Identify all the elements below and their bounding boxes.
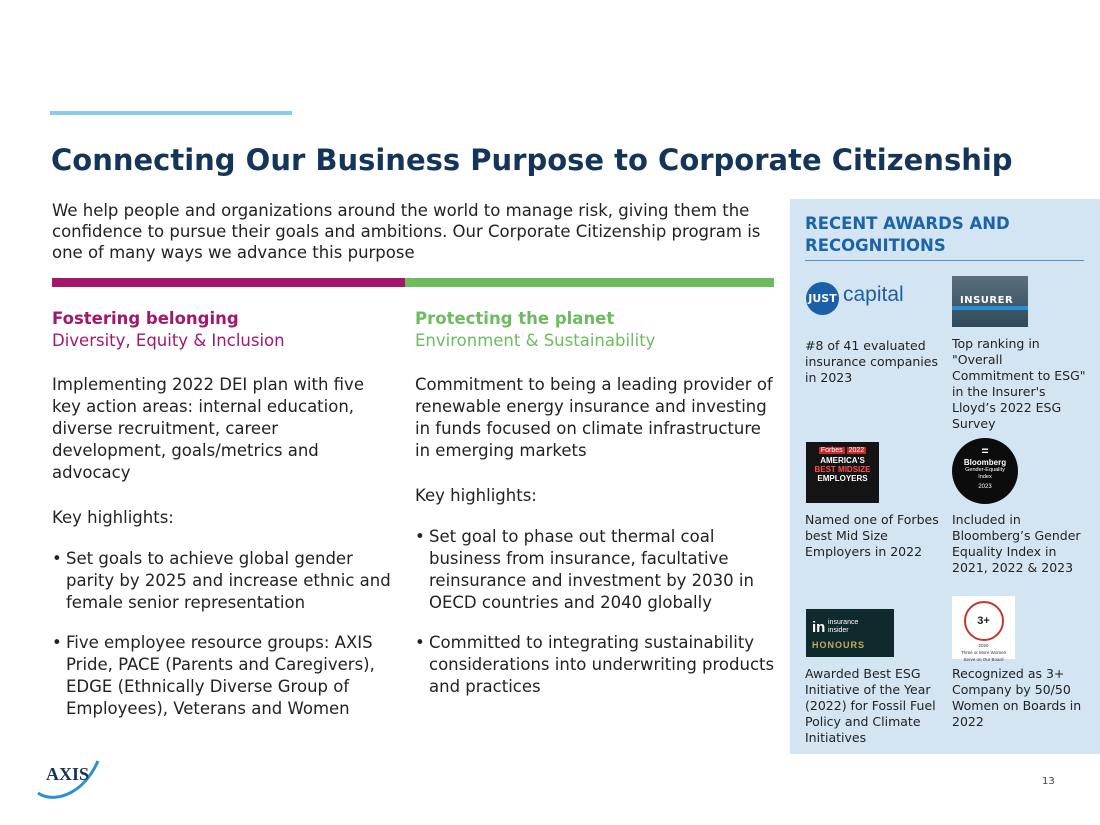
awards-title: RECENT AWARDS AND RECOGNITIONS [805, 214, 1010, 255]
fifty-fifty-caption-1: Three or More Women [960, 650, 1007, 655]
forbes-logo-line [806, 447, 879, 454]
environment-body: Commitment to being a leading provider of renewable energy insurance and investing in funds focused on climate infrastructure in emerging markets [415, 375, 773, 460]
awards-panel [790, 199, 1100, 754]
insurer-logo-strip [952, 306, 1028, 310]
environment-key-highlights-label: Key highlights: [415, 486, 537, 505]
axis-logo [32, 753, 104, 799]
bloomberg-year: 2023 [978, 484, 992, 490]
just-capital-circle: JUST [806, 282, 839, 315]
insurer-logo-text: INSURER [960, 295, 1014, 306]
just-capital-word: capital [843, 283, 904, 306]
dei-bullet-list [52, 548, 397, 720]
environment-bullet: • Committed to integrating sustainability considerations into underwriting products and practices [415, 632, 780, 698]
dei-color-bar [52, 278, 405, 287]
award-text-fifty-fifty: Recognized as 3+ Company by 50/50 Women on Boards in 2022 [952, 666, 1082, 729]
equals-icon: = [981, 444, 989, 458]
fifty-fifty-caption-2: Serve on Our Board [963, 657, 1004, 662]
award-text-insurance-insider: Awarded Best ESG Initiative of the Year (2022) for Fossil Fuel Policy and Climate Initiatives [805, 666, 936, 745]
insider-word: insider [828, 627, 849, 634]
top-accent-rule [50, 111, 292, 115]
bloomberg-index-line: Index [978, 474, 992, 480]
dei-subheading: Diversity, Equity & Inclusion [52, 331, 285, 350]
awards-divider [805, 260, 1084, 261]
bloomberg-gei-line: Gender-Equality [965, 467, 1005, 473]
award-text-forbes: Named one of Forbes best Mid Size Employers in 2022 [805, 512, 939, 559]
dei-bullet: • Set goals to achieve global gender parity by 2025 and increase ethnic and female senior representation [52, 548, 397, 614]
dei-column [52, 308, 397, 738]
award-text-bloomberg: Included in Bloomberg’s Gender Equality Index in 2021, 2022 & 2023 [952, 512, 1081, 575]
axis-wordmark: AXIS [46, 764, 90, 784]
just-capital-logo [806, 282, 914, 314]
intro-paragraph: We help people and organizations around the world to manage risk, giving them the confidence to pursue their goals and ambitions. Our Corporate Citizenship program is one of many ways we advance this purpose [52, 201, 761, 262]
environment-heading: Protecting the planet [415, 309, 615, 328]
insurance-word: insurance [828, 619, 859, 626]
dei-bullet: • Five employee resource groups: AXIS Pride, PACE (Parents and Caregivers), EDGE (Ethnically Diverse Group of Employees), Veterans and Women [52, 632, 397, 720]
forbes-wordmark: Forbes [820, 447, 843, 454]
forbes-line-midsize: BEST MIDSIZE [814, 465, 871, 474]
forbes-line-employers: EMPLOYERS [817, 474, 868, 483]
fifty-fifty-year: 2020 [978, 643, 989, 648]
bloomberg-gei-logo [952, 438, 1018, 504]
insurance-insider-in: in [812, 619, 826, 636]
page-title: Connecting Our Business Purpose to Corporate Citizenship [51, 143, 1013, 177]
insurance-insider-wordmark [828, 619, 858, 635]
forbes-year: 2022 [848, 447, 865, 454]
honours-word: HONOURS [812, 640, 866, 650]
insurer-logo [952, 276, 1028, 327]
environment-bullet-list [415, 526, 780, 698]
environment-column [415, 308, 780, 716]
award-text-just-capital: #8 of 41 evaluated insurance companies in 2023 [805, 338, 938, 385]
dei-key-highlights-label: Key highlights: [52, 508, 174, 527]
three-plus-badge: 3+ [964, 601, 1004, 641]
environment-bullet: • Set goal to phase out thermal coal business from insurance, facultative reinsurance and investment by 2030 in OECD countries and 2040 globally [415, 526, 780, 614]
insurance-insider-honours-logo [806, 609, 894, 657]
award-text-insurer: Top ranking in "Overall Commitment to ESG" in the Insurer's Lloyd’s 2022 ESG Survey [952, 336, 1086, 431]
fifty-fifty-women-on-boards-logo [952, 596, 1015, 662]
forbes-line-americas: AMERICA'S [820, 456, 865, 465]
environment-subheading: Environment & Sustainability [415, 331, 656, 350]
page-number: 13 [1042, 776, 1055, 787]
forbes-logo [806, 442, 879, 503]
bloomberg-wordmark: Bloomberg [963, 458, 1007, 467]
dei-heading: Fostering belonging [52, 309, 239, 328]
environment-color-bar [405, 278, 774, 287]
dei-body: Implementing 2022 DEI plan with five key action areas: internal education, diverse recruitment, career development, goals/metrics and advocacy [52, 375, 364, 482]
